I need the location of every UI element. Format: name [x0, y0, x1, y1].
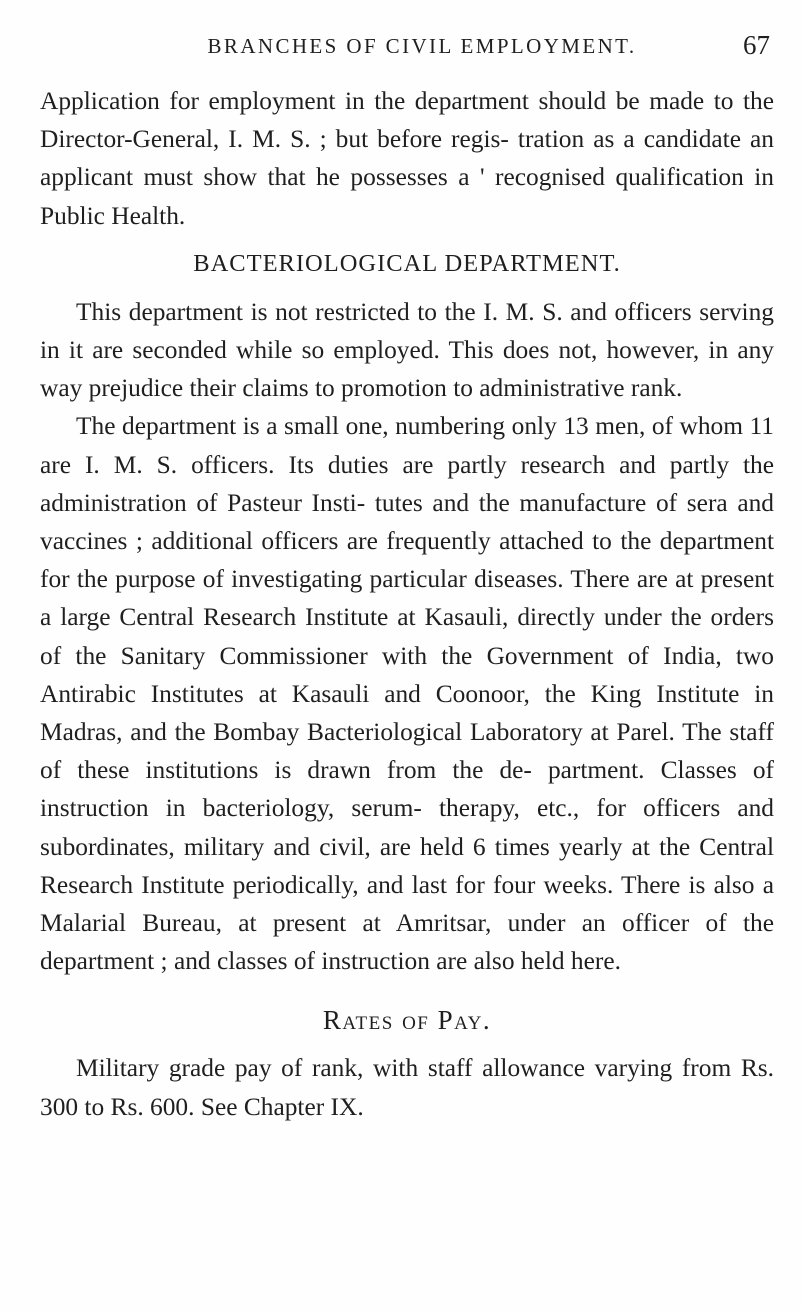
bacteriological-paragraph-1: This department is not restricted to the I. M. S. and officers serving in it are seconded while so employed. This does not, however, in any way prejudice their claims to promotion to administrative rank.: [40, 297, 774, 403]
body-text: [40, 82, 774, 1126]
rates-of-pay-paragraph: Military grade pay of rank, with staff allowance varying from Rs. 300 to Rs. 600. See Chapter IX.: [40, 1054, 774, 1121]
intro-paragraph: Application for employment in the department should be made to the Director-General, I. M. S. ; but before regis- tration as a candidate an applicant must show that he possesses a ' recognised qualification in Public Health.: [40, 87, 774, 230]
running-head: [40, 28, 774, 68]
page-number: 67: [743, 30, 770, 60]
section-heading-rates-of-pay: Rates of Pay.: [322, 1005, 492, 1036]
running-title: BRANCHES OF CIVIL EMPLOYMENT.: [207, 34, 637, 58]
bacteriological-paragraph-2: The department is a small one, numbering only 13 men, of whom 11 are I. M. S. officers. Its duties are partly research and partly the administration of Pasteur Insti- tutes and the manufacture of sera and vaccines ; additional officers are frequently attached to the department for the purpose of investigating particular diseases. There are at present a large Central Research Institute at Kasauli, directly under the orders of the Sanitary Commissioner with the Government of India, two Antirabic Institutes at Kasauli and Coonoor, the King Institute in Madras, and the Bombay Bacteriological Laboratory at Parel. The staff of these institutions is drawn from the de- partment. Classes of instruction in bacteriology, serum- therapy, etc., for officers and subordinates, military and civil, are held 6 times yearly at the Central Research Institute periodically, and last for four weeks. There is also a Malarial Bureau, at present at Amritsar, under an officer of the department ; and classes of instruction are also held here.: [40, 412, 774, 976]
book-page: [40, 28, 774, 1126]
section-heading-bacteriological: BACTERIOLOGICAL DEPARTMENT.: [193, 249, 621, 277]
